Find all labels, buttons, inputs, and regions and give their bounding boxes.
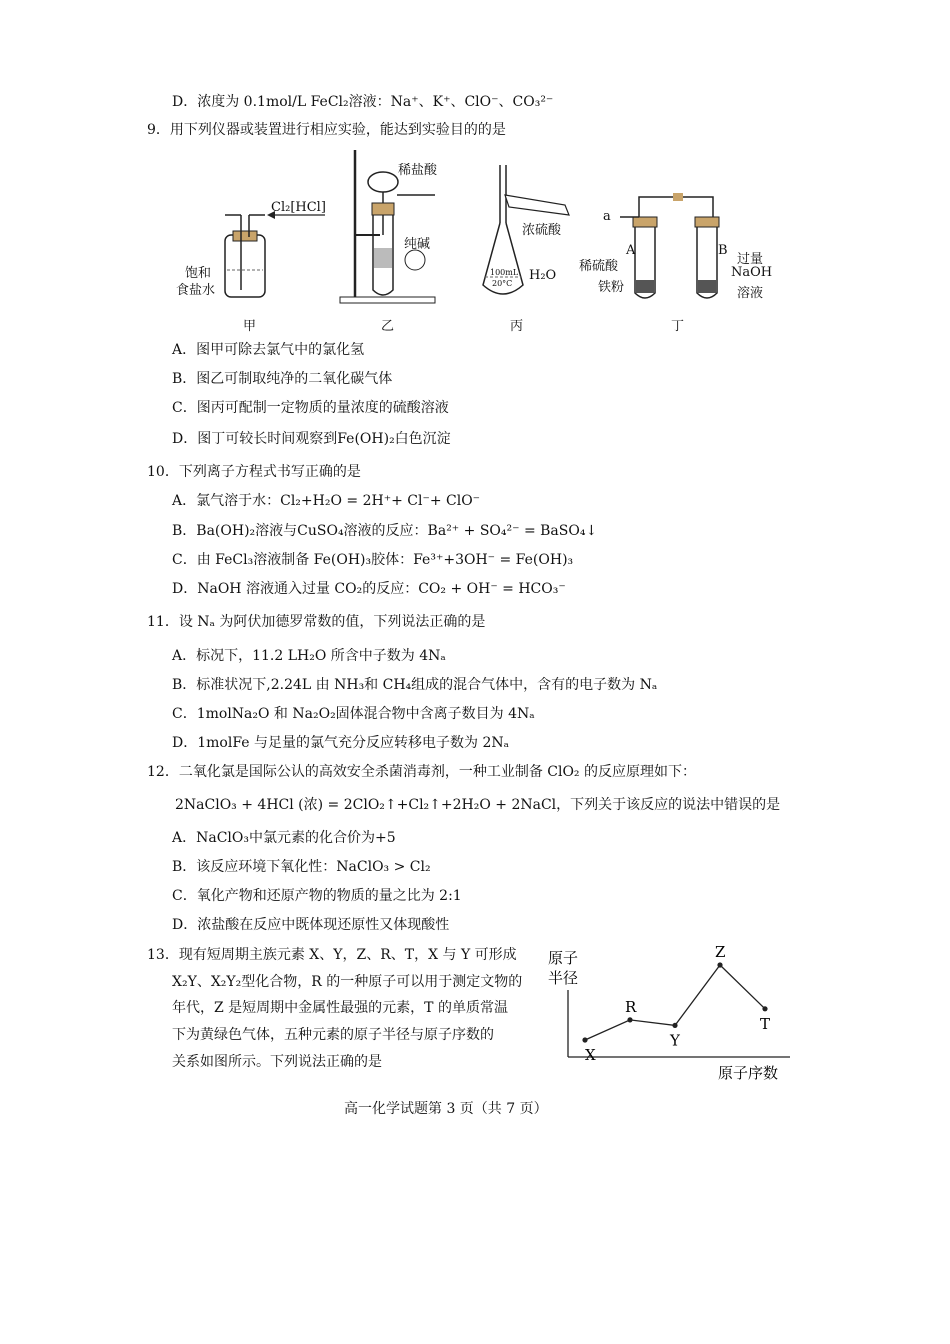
- q9-option-c: C．图丙可配制一定物质的量浓度的硫酸溶液: [172, 400, 449, 416]
- caption-jia: 甲: [243, 319, 257, 334]
- q10-option-a: A．氯气溶于水：Cl₂+H₂O = 2H⁺+ Cl⁻+ ClO⁻: [172, 493, 481, 509]
- ding-iron-label: 铁粉: [598, 280, 625, 295]
- q11-option-d: D．1molFe 与足量的氯气充分反应转移电子数为 2Nₐ: [172, 735, 510, 751]
- chart-point-label-r: R: [625, 997, 637, 1016]
- q11-stem: 11．设 Nₐ 为阿伏加德罗常数的值，下列说法正确的是: [147, 614, 486, 630]
- ding-solution-label: 溶液: [737, 286, 764, 301]
- chart-point-label-z: Z: [715, 945, 726, 961]
- caption-ding: 丁: [671, 319, 685, 334]
- q9-stem: 9．用下列仪器或装置进行相应实验，能达到实验目的的是: [147, 122, 506, 138]
- ding-naoh-label: NaOH: [731, 265, 773, 280]
- ding-a-label: a: [603, 209, 611, 224]
- yi-solid-label: 纯碱: [404, 237, 431, 252]
- ding-B-label: B: [718, 243, 728, 258]
- q9-apparatus-figure: [165, 145, 805, 340]
- q12-option-c: C．氧化产物和还原产物的物质的量之比为 2:1: [172, 888, 462, 904]
- q8-option-d: D．浓度为 0.1mol/L FeCl₂溶液：Na⁺、K⁺、ClO⁻、CO₃²⁻: [172, 94, 554, 110]
- bing-water-label: H₂O: [529, 268, 557, 283]
- chart-point-label-t: T: [760, 1014, 771, 1033]
- q13-line-3: 年代，Z 是短周期中金属性最强的元素，T 的单质常温: [172, 1000, 508, 1016]
- atomic-radius-chart: [540, 945, 800, 1085]
- chart-point-y: [672, 1023, 677, 1028]
- jia-gas-label: Cl₂[HCl]: [271, 200, 326, 215]
- bing-acid-label: 浓硫酸: [522, 223, 562, 238]
- q12-option-d: D．浓盐酸在反应中既体现还原性又体现酸性: [172, 917, 450, 933]
- q11-option-a: A．标况下，11.2 LH₂O 所含中子数为 4Nₐ: [172, 648, 446, 664]
- chart-point-r: [627, 1017, 632, 1022]
- bing-volume-label: 100mL: [490, 268, 519, 277]
- chart-ylabel-line-2: 半径: [548, 969, 579, 987]
- q11-option-b: B．标准状况下,2.24L 由 NH₃和 CH₄组成的混合气体中，含有的电子数为 Nₐ: [172, 677, 658, 693]
- q10-option-c: C．由 FeCl₃溶液制备 Fe(OH)₃胶体：Fe³⁺+3OH⁻ = Fe(OH)₃: [172, 552, 574, 568]
- q9-option-b: B．图乙可制取纯净的二氧化碳气体: [172, 371, 393, 387]
- q11-option-c: C．1molNa₂O 和 Na₂O₂固体混合物中含离子数目为 4Nₐ: [172, 706, 535, 722]
- ding-A-label: A: [626, 243, 636, 258]
- ding-acid-label: 稀硫酸: [579, 259, 619, 274]
- chart-xlabel: 原子序数: [718, 1064, 779, 1082]
- bing-temp-label: 20°C: [492, 279, 513, 288]
- q12-option-a: A．NaClO₃中氯元素的化合价为+5: [172, 830, 396, 846]
- q10-option-b: B．Ba(OH)₂溶液与CuSO₄溶液的反应：Ba²⁺ + SO₄²⁻ = BaSO₄↓: [172, 523, 598, 539]
- jia-liquid-label-1: 饱和: [185, 266, 212, 281]
- q13-line-4: 下为黄绿色气体，五种元素的原子半径与原子序数的: [172, 1027, 494, 1043]
- jia-liquid-label-2: 食盐水: [176, 283, 216, 298]
- apparatus-jia: [225, 211, 325, 297]
- q9-option-a: A．图甲可除去氯气中的氯化氢: [172, 342, 365, 358]
- chart-point-t: [762, 1006, 767, 1011]
- q12-equation: 2NaClO₃ + 4HCl (浓) = 2ClO₂↑+Cl₂↑+2H₂O + 2NaCl，下列关于该反应的说法中错误的是: [175, 797, 781, 813]
- q12-stem: 12．二氧化氯是国际公认的高效安全杀菌消毒剂，一种工业制备 ClO₂ 的反应原理如下：: [147, 764, 696, 780]
- q13-line-5: 关系如图所示。下列说法正确的是: [172, 1054, 382, 1070]
- q10-stem: 10．下列离子方程式书写正确的是: [147, 464, 361, 480]
- page-footer: 高一化学试题第 3 页（共 7 页）: [344, 1101, 548, 1117]
- chart-point-x: [582, 1037, 587, 1042]
- chart-point-z: [717, 962, 722, 967]
- q12-option-b: B．该反应环境下氧化性：NaClO₃ > Cl₂: [172, 859, 431, 875]
- caption-yi: 乙: [381, 319, 395, 334]
- yi-acid-label: 稀盐酸: [398, 163, 438, 178]
- q13-line-1: 13．现有短周期主族元素 X、Y，Z、R、T，X 与 Y 可形成: [147, 947, 517, 963]
- chart-point-label-y: Y: [670, 1031, 680, 1050]
- chart-ylabel-line-1: 原子: [548, 949, 579, 967]
- chart-point-label-x: X: [585, 1046, 596, 1064]
- q13-line-2: X₂Y、X₂Y₂型化合物，R 的一种原子可以用于测定文物的: [172, 974, 523, 990]
- caption-bing: 丙: [510, 319, 524, 334]
- ding-excess-label: 过量: [737, 252, 764, 267]
- q9-option-d: D．图丁可较长时间观察到Fe(OH)₂白色沉淀: [172, 431, 451, 447]
- q10-option-d: D．NaOH 溶液通入过量 CO₂的反应：CO₂ + OH⁻ = HCO₃⁻: [172, 581, 566, 597]
- chart-series-line: [585, 965, 765, 1040]
